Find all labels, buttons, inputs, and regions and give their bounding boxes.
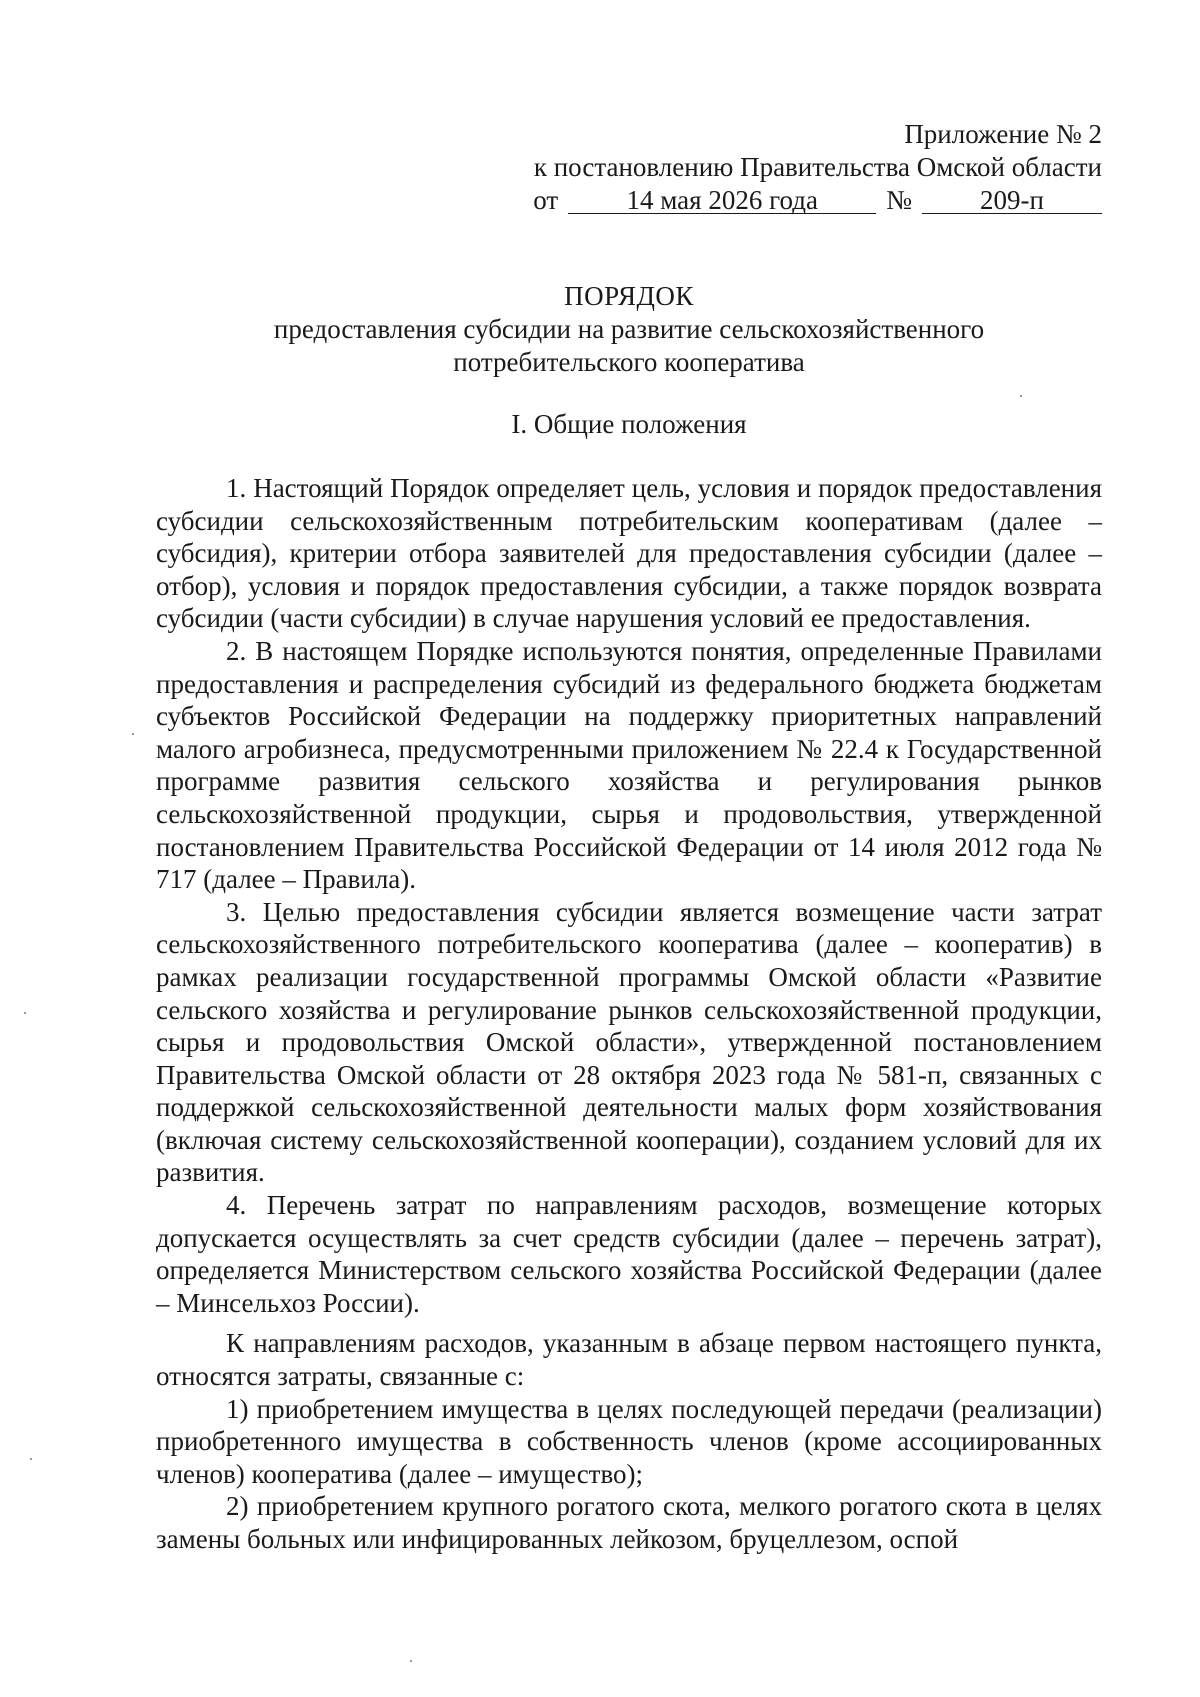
resolution-reference: к постановлению Правительства Омской области (533, 152, 1102, 182)
date-prefix: от (533, 185, 559, 215)
resolution-date-number-line (533, 184, 1102, 217)
paragraph-3: 3. Целью предоставления субсидии является возмещение части затрат сельскохозяйственного потребительского кооператива (далее – кооператив) в рамках реализации государственной программы Омской области «Развитие сельского хозяйства и регулирование рынков сельскохозяйственной продукции, сырья и продовольствия Омской области», утвержденной постановлением Правительства Омской области от 28 октября 2023 года № 581-п, связанных с поддержкой сельскохозяйственной деятельности малых форм хозяйствования (включая систему сельскохозяйственной кооперации), созданием условий для их развития. (156, 896, 1102, 1188)
list-item-2: 2) приобретением крупного рогатого скота, мелкого рогатого скота в целях замены больных или инфицированных лейкозом, бруцеллезом, оспой (156, 1491, 1102, 1554)
scan-speck (410, 1660, 412, 1662)
document-subtitle-line-1: предоставления субсидии на развитие сельскохозяйственного (273, 314, 985, 344)
scan-speck (24, 1012, 26, 1014)
document-body (156, 472, 1102, 1556)
scan-speck (30, 1458, 32, 1460)
resolution-number: 209-п (922, 187, 1102, 214)
number-prefix: № (886, 185, 912, 215)
paragraph-4: 4. Перечень затрат по направлениям расходов, возмещение которых допускается осуществлять за счет средств субсидии (далее – перечень затрат), определяется Министерством сельского хозяйства Российской Федерации (далее – Минсельхоз России). (156, 1190, 1102, 1318)
appendix-number: Приложение № 2 (904, 119, 1102, 149)
scan-speck (132, 733, 134, 735)
section-heading: I. Общие положения (511, 409, 747, 439)
paragraph-4-subtext: К направлениям расходов, указанным в абзаце первом настоящего пункта, относятся затраты, связанные с: (156, 1328, 1102, 1392)
scan-speck (1020, 395, 1022, 397)
appendix-header (533, 118, 1102, 217)
paragraph-2: 2. В настоящем Порядке используются понятия, определенные Правилами предоставления и распределения субсидий из федерального бюджета бюджетам субъектов Российской Федерации на поддержку приоритетных направлений малого агробизнеса, предусмотренными приложением № 22.4 к Государственной программе развития сельского хозяйства и регулирования рынков сельскохозяйственной продукции, сырья и продовольствия, утвержденной постановлением Правительства Российской Федерации от 14 июля 2012 года № 717 (далее – Правила). (156, 635, 1102, 895)
paragraph-1: 1. Настоящий Порядок определяет цель, условия и порядок предоставления субсидии сельскохозяйственным потребительским кооперативам (далее – субсидия), критерии отбора заявителей для предоставления субсидии (далее – отбор), условия и порядок предоставления субсидии, а также порядок возврата субсидии (части субсидии) в случае нарушения условий ее предоставления. (156, 473, 1102, 634)
list-item-1: 1) приобретением имущества в целях последующей передачи (реализации) приобретенного имущества в собственность членов (кроме ассоциированных членов) кооператива (далее – имущество); (156, 1393, 1102, 1489)
resolution-date: 14 мая 2026 года (568, 187, 876, 214)
document-subtitle-line-2: потребительского кооператива (453, 347, 805, 377)
document-title-block (156, 280, 1102, 379)
document-title: ПОРЯДОК (564, 281, 694, 311)
